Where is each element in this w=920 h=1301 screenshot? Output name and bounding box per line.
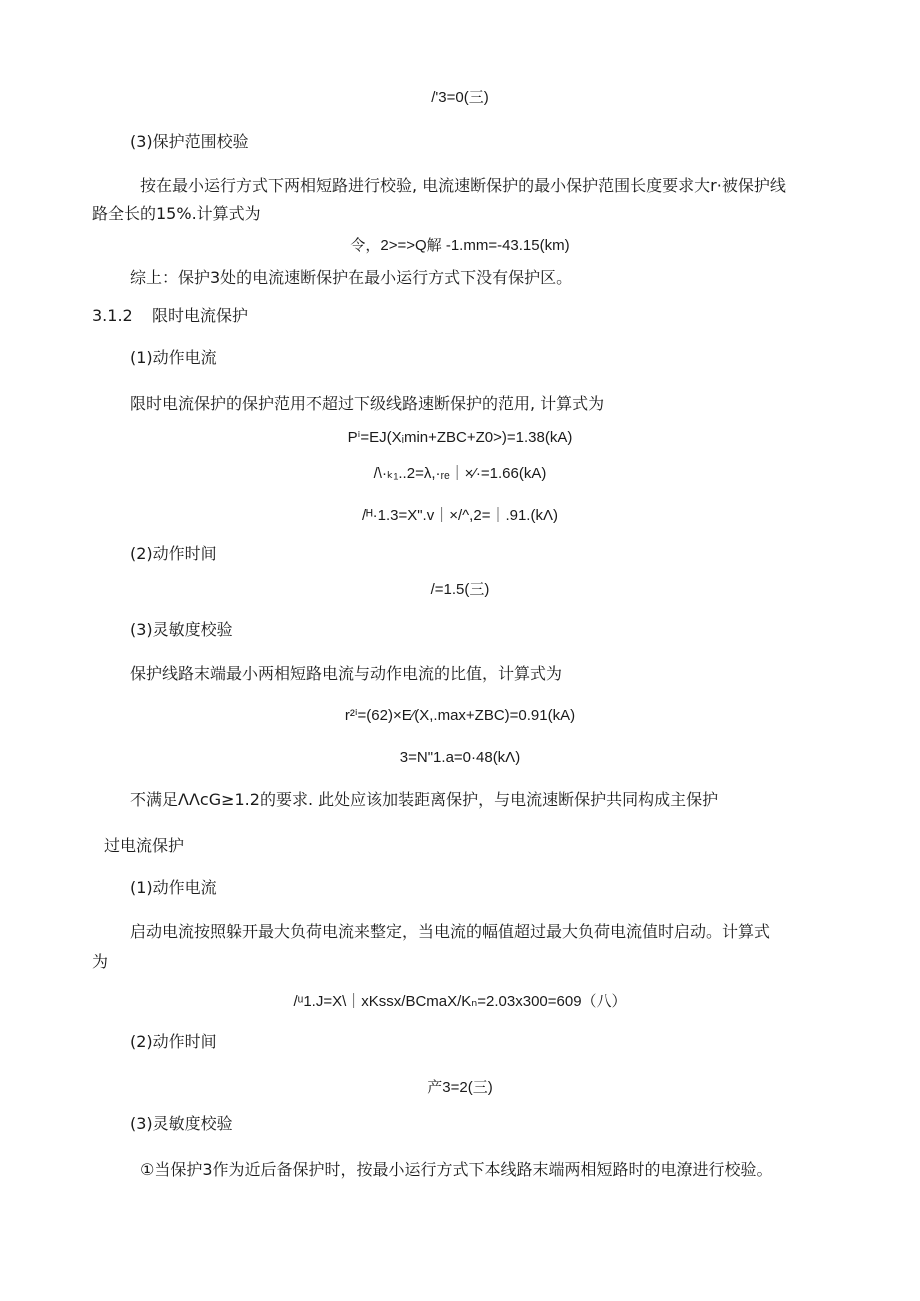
formula-sensitivity-1: r²ⁱ=(62)×E⁄(X,.max+ZBC)=0.91(kA) bbox=[344, 707, 576, 724]
paragraph-summary: 综上：保护3处的电流速断保护在最小运行方式下没有保护区。 bbox=[130, 268, 573, 287]
formula-min-range: 令，2>=>Q解 -1.mm=-43.15(km) bbox=[350, 237, 570, 254]
section-heading-312 bbox=[92, 306, 248, 326]
paragraph-range-check-1: 按在最小运行方式下两相短路进行校验, 电流速断保护的最小保护范围长度要求大r·被保护线 bbox=[140, 176, 786, 195]
paragraph-range-check-2: 路全长的15%.计算式为 bbox=[92, 204, 261, 223]
subsection-operating-time: (2)动作时间 bbox=[130, 544, 217, 563]
subsection-protection-range: (3)保护范围校验 bbox=[130, 132, 249, 151]
subsection-operating-time-2: (2)动作时间 bbox=[130, 1032, 217, 1051]
formula-breaker-time: /'3=0(三) bbox=[431, 89, 489, 106]
formula-limit-3: /ᴴ·1.3=X".v｜×/^,2=｜.91.(kΛ) bbox=[362, 507, 558, 524]
formula-limit-1: Pⁱ=EJ(Xᵢmin+ZBC+Z0>)=1.38(kA) bbox=[347, 429, 573, 446]
subsection-operating-current-2: (1)动作电流 bbox=[130, 878, 217, 897]
subsection-sensitivity: (3)灵敏度校验 bbox=[130, 620, 233, 639]
paragraph-limit-current: 限时电流保护的保护范用不超过下级线路速断保护的范用, 计算式为 bbox=[130, 394, 605, 413]
formula-sensitivity-2: 3=N"1.a=0·48(kΛ) bbox=[399, 749, 521, 766]
subsection-operating-current: (1)动作电流 bbox=[130, 348, 217, 367]
paragraph-backup-protection: ①当保护3作为近后备保护时，按最小运行方式下本线路末端两相短路时的电潦进行校验。 bbox=[140, 1160, 773, 1179]
formula-time-1: /=1.5(三) bbox=[430, 581, 490, 598]
section-number: 3.1.2 bbox=[92, 306, 133, 325]
paragraph-not-satisfied: 不满足ΛΛcG≥1.2的要求. 此处应该加装距离保护，与电流速断保护共同构成主保护 bbox=[130, 790, 719, 809]
formula-overcurrent: /ᵘ1.J=X\｜xKssx/BCmaX/Kₙ=2.03x300=609（八） bbox=[293, 993, 627, 1010]
section-heading-overcurrent: 过电流保护 bbox=[104, 836, 185, 855]
subsection-sensitivity-2: (3)灵敏度校验 bbox=[130, 1114, 233, 1133]
section-title: 限时电流保护 bbox=[152, 306, 249, 325]
paragraph-startup-current-1: 启动电流按照躲开最大负荷电流来整定，当电流的幅值超过最大负荷电流值时启动。计算式 bbox=[130, 922, 771, 941]
paragraph-startup-current-2: 为 bbox=[92, 952, 109, 971]
formula-limit-2: /\·ₖ₁..2=λ,·ᵣₑ｜×⁄·=1.66(kA) bbox=[373, 465, 547, 482]
paragraph-sensitivity: 保护线路末端最小两相短路电流与动作电流的比值，计算式为 bbox=[130, 664, 563, 683]
formula-time-2: 产3=2(三) bbox=[427, 1079, 493, 1096]
